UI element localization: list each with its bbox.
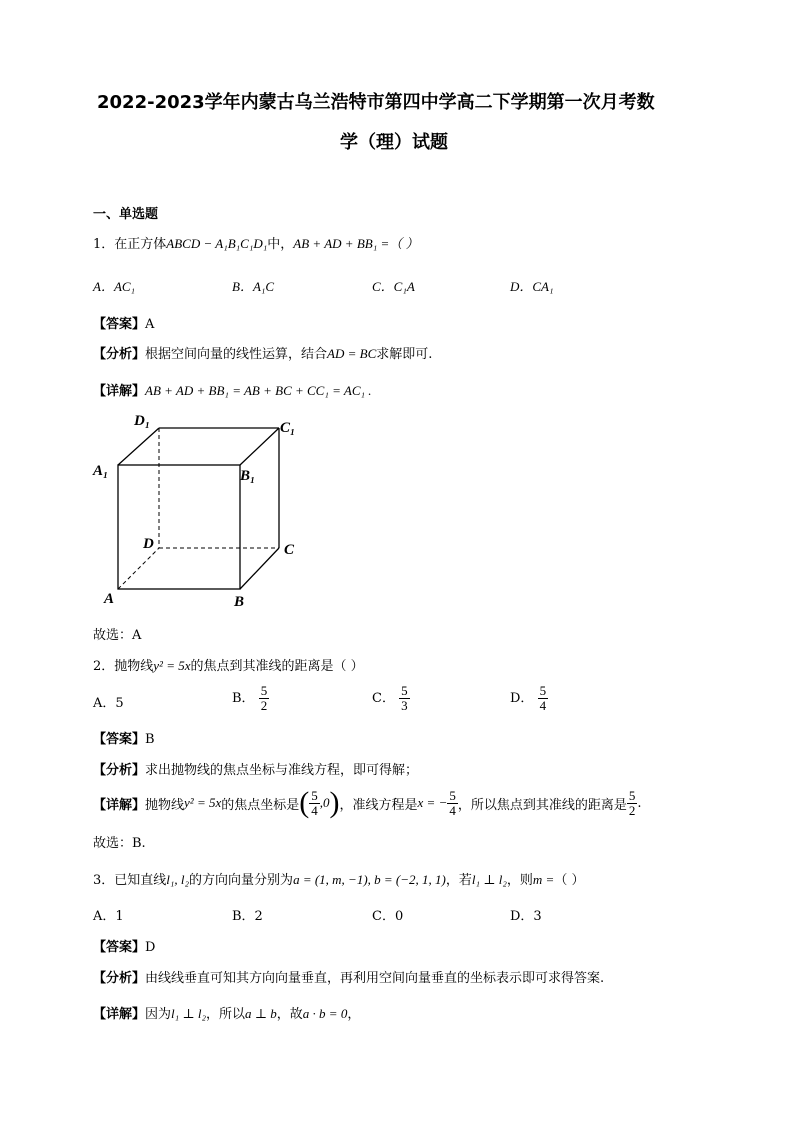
q1-option-b: B．A₁C bbox=[232, 279, 275, 294]
detail-eq: y² = 5x bbox=[184, 795, 222, 810]
detail-text-a: 因为 bbox=[145, 1007, 172, 1022]
option-label: B． bbox=[232, 691, 255, 706]
focus-tail: ,0 bbox=[319, 795, 330, 810]
q3-mid: 的方向向量分别为 bbox=[189, 873, 294, 888]
q1-option-c: C．C₁A bbox=[372, 279, 415, 294]
q3-analysis bbox=[93, 967, 604, 986]
q3-option-a: A．1 bbox=[93, 909, 124, 924]
analysis-tag: 【分析】 bbox=[93, 347, 146, 362]
label-a1: A₁ bbox=[93, 463, 109, 479]
analysis-tag: 【分析】 bbox=[93, 971, 146, 986]
label-b: B bbox=[234, 594, 245, 610]
q3-answer bbox=[93, 936, 155, 955]
q3-paren: （ ） bbox=[554, 873, 585, 888]
q3-tail: ，则 bbox=[506, 873, 533, 888]
q3-vectors: a = (1, m, −1), b = (−2, 1, 1) bbox=[293, 872, 446, 887]
numerator: 5 bbox=[401, 683, 408, 698]
answer-value: A bbox=[145, 317, 155, 332]
detail-dot: a · b = 0 bbox=[302, 1006, 348, 1021]
analysis-text-b: 求解即可. bbox=[376, 347, 433, 362]
q2-prefix: 2．抛物线 bbox=[93, 659, 154, 674]
q2-analysis bbox=[93, 759, 418, 778]
paren-close: ) bbox=[329, 786, 340, 819]
option-label: C． bbox=[372, 691, 395, 706]
answer-value: D bbox=[145, 940, 156, 955]
q2-suffix: 的焦点到其准线的距离是（ ） bbox=[190, 659, 364, 674]
denominator: 4 bbox=[449, 802, 456, 818]
label-c1: C₁ bbox=[280, 420, 296, 436]
q1-choice: 故选：A bbox=[93, 628, 142, 643]
q3-option-b: B．2 bbox=[232, 909, 263, 924]
distance-fraction bbox=[627, 789, 638, 818]
q3-perp: l₁ ⊥ l₂ bbox=[471, 872, 507, 887]
directrix-fraction bbox=[447, 789, 458, 818]
analysis-eq: AD = BC bbox=[327, 346, 377, 361]
q3-option-d: D．3 bbox=[510, 909, 542, 924]
detail-text-a: 抛物线 bbox=[145, 797, 185, 813]
q2-option-c bbox=[372, 684, 410, 713]
label-d: D bbox=[143, 536, 154, 552]
doc-title-line1: 2022-2023学年内蒙古乌兰浩特市第四中学高二下学期第一次月考数 bbox=[97, 92, 655, 113]
fraction bbox=[538, 684, 549, 713]
detail-text-b: 的焦点坐标是 bbox=[221, 797, 300, 813]
analysis-text: 由线线垂直可知其方向向量垂直，再利用空间向量垂直的坐标表示即可求得答案. bbox=[145, 971, 605, 986]
denominator: 4 bbox=[539, 698, 547, 713]
analysis-tag: 【分析】 bbox=[93, 763, 146, 778]
analysis-text: 求出抛物线的焦点坐标与准线方程，即可得解； bbox=[145, 763, 419, 778]
answer-tag: 【答案】 bbox=[93, 940, 146, 955]
q2-detail bbox=[93, 786, 642, 820]
q2-answer bbox=[93, 728, 155, 747]
q1-cube: ABCD − A₁B₁C₁D₁ bbox=[166, 236, 268, 251]
denominator: 2 bbox=[628, 802, 636, 818]
detail-expr: AB + AD + BB₁ = AB + BC + CC₁ = AC₁ . bbox=[145, 383, 372, 398]
label-b1: B₁ bbox=[240, 468, 256, 484]
numerator: 5 bbox=[539, 683, 547, 698]
label-c: C bbox=[284, 542, 295, 558]
q2-eq: y² = 5x bbox=[153, 658, 191, 673]
numerator: 5 bbox=[628, 787, 636, 803]
denominator: 2 bbox=[260, 698, 268, 713]
detail-text-c: ，故 bbox=[276, 1007, 303, 1022]
answer-tag: 【答案】 bbox=[93, 732, 146, 747]
detail-ab: a ⊥ b bbox=[245, 1006, 277, 1021]
q1-mid: 中， bbox=[267, 237, 294, 252]
q1-expr: AB + AD + BB₁ =（ ） bbox=[293, 236, 419, 251]
q1-analysis bbox=[93, 343, 432, 362]
detail-text-d: ， bbox=[347, 1007, 361, 1022]
q1-detail bbox=[93, 380, 372, 399]
detail-perp: l₁ ⊥ l₂ bbox=[171, 1006, 207, 1021]
directrix: x = − bbox=[417, 795, 448, 810]
detail-tag: 【详解】 bbox=[93, 384, 146, 399]
q1-option-a: A．AC₁ bbox=[93, 279, 136, 294]
q1-prefix: 1．在正方体 bbox=[93, 237, 167, 252]
fraction bbox=[259, 684, 270, 713]
numerator: 5 bbox=[311, 787, 318, 803]
detail-text-c: ，准线方程是 bbox=[339, 797, 418, 813]
fraction bbox=[399, 684, 410, 713]
detail-text-d: ，所以焦点到其准线的距离是 bbox=[457, 797, 627, 813]
label-d1: D₁ bbox=[134, 413, 151, 429]
q3-prefix: 3．已知直线 bbox=[93, 873, 167, 888]
paren-open: ( bbox=[299, 786, 310, 819]
q2-choice: 故选：B. bbox=[93, 836, 146, 851]
period: . bbox=[637, 795, 642, 811]
detail-tag: 【详解】 bbox=[93, 797, 146, 813]
q2-stem bbox=[93, 655, 364, 674]
denominator: 3 bbox=[401, 698, 408, 713]
q2-option-d bbox=[510, 684, 548, 713]
doc-title-line2: 学（理）试题 bbox=[340, 132, 448, 153]
analysis-text-a: 根据空间向量的线性运算，结合 bbox=[145, 347, 328, 362]
q1-stem bbox=[93, 233, 419, 252]
cube-figure bbox=[90, 405, 320, 620]
q3-stem bbox=[93, 869, 584, 888]
q3-lines: l₁, l₂ bbox=[166, 872, 190, 887]
focus-fraction bbox=[309, 789, 320, 818]
option-label: D． bbox=[510, 691, 534, 706]
q2-option-a: A．5 bbox=[93, 696, 124, 711]
section-heading: 一、单选题 bbox=[93, 207, 159, 222]
q3-cond: ，若 bbox=[445, 873, 472, 888]
q1-answer bbox=[93, 313, 154, 332]
label-a: A bbox=[104, 591, 115, 607]
q3-option-c: C．0 bbox=[372, 909, 404, 924]
q2-option-b bbox=[232, 684, 269, 713]
q1-option-d: D．CA₁ bbox=[510, 279, 554, 294]
numerator: 5 bbox=[260, 683, 268, 698]
q3-detail bbox=[93, 1003, 360, 1022]
detail-tag: 【详解】 bbox=[93, 1007, 146, 1022]
denominator: 4 bbox=[311, 802, 318, 818]
numerator: 5 bbox=[449, 787, 456, 803]
answer-value: B bbox=[145, 732, 155, 747]
detail-text-b: ，所以 bbox=[206, 1007, 246, 1022]
q3-m: m = bbox=[532, 872, 555, 887]
answer-tag: 【答案】 bbox=[93, 317, 146, 332]
